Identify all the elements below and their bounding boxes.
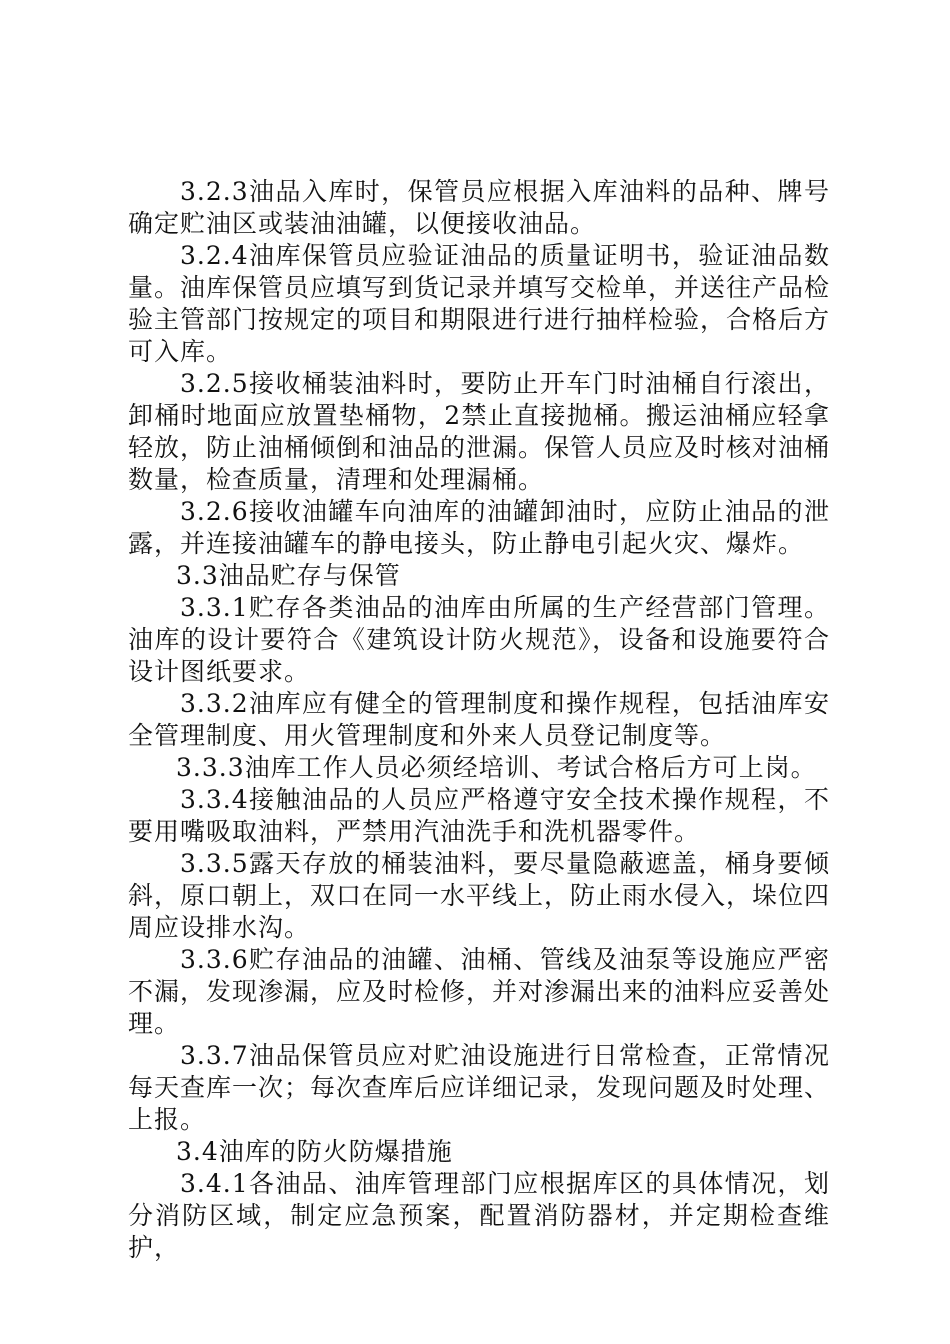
paragraph-3-3-7: 3.3.7油品保管员应对贮油设施进行日常检查，正常情况每天查库一次；每次查库后应详细记录，发现问题及时处理、上报。 [128,1041,831,1134]
paragraph-3-3-6: 3.3.6贮存油品的油罐、油桶、管线及油泵等设施应严密不漏，发现渗漏，应及时检修，并对渗漏出来的油料应妥善处理。 [128,945,831,1038]
paragraph-3-3-4: 3.3.4接触油品的人员应严格遵守安全技术操作规程，不要用嘴吸取油料，严禁用汽油洗手和洗机器零件。 [128,785,830,846]
paragraph-3-2-4: 3.2.4油库保管员应验证油品的质量证明书，验证油品数量。油库保管员应填写到货记录并填写交检单，并送往产品检验主管部门按规定的项目和期限进行进行抽样检验，合格后方可入库。 [128,241,831,366]
paragraph-3-3-2: 3.3.2油库应有健全的管理制度和操作规程，包括油库安全管理制度、用火管理制度和外来人员登记制度等。 [128,689,830,750]
section-heading-3-4: 3.4油库的防火防爆措施 [176,1137,453,1166]
paragraph-3-3-3: 3.3.3油库工作人员必须经培训、考试合格后方可上岗。 [176,753,817,782]
paragraph-3-4-1: 3.4.1各油品、油库管理部门应根据库区的具体情况，划分消防区域，制定应急预案，配置消防器材，并定期检查维护， [128,1169,830,1262]
section-heading-3-3: 3.3油品贮存与保管 [176,561,401,590]
paragraph-3-2-5: 3.2.5接收桶装油料时，要防止开车门时油桶自行滚出，卸桶时地面应放置垫桶物，2禁止直接抛桶。搬运油桶应轻拿轻放，防止油桶倾倒和油品的泄漏。保管人员应及时核对油桶数量，检查质量，清理和处理漏桶。 [128,369,831,494]
paragraph-3-3-5: 3.3.5露天存放的桶装油料，要尽量隐蔽遮盖，桶身要倾斜，原口朝上，双口在同一水平线上，防止雨水侵入，垛位四周应设排水沟。 [128,849,831,942]
paragraph-3-2-3: 3.2.3油品入库时，保管员应根据入库油料的品种、牌号确定贮油区或装油油罐，以便接收油品。 [128,177,830,238]
document-body [128,176,830,1264]
paragraph-3-3-1: 3.3.1贮存各类油品的油库由所属的生产经营部门管理。油库的设计要符合《建筑设计防火规范》，设备和设施要符合设计图纸要求。 [128,593,830,686]
paragraph-3-2-6: 3.2.6接收油罐车向油库的油罐卸油时，应防止油品的泄露，并连接油罐车的静电接头，防止静电引起火灾、爆炸。 [128,497,830,558]
